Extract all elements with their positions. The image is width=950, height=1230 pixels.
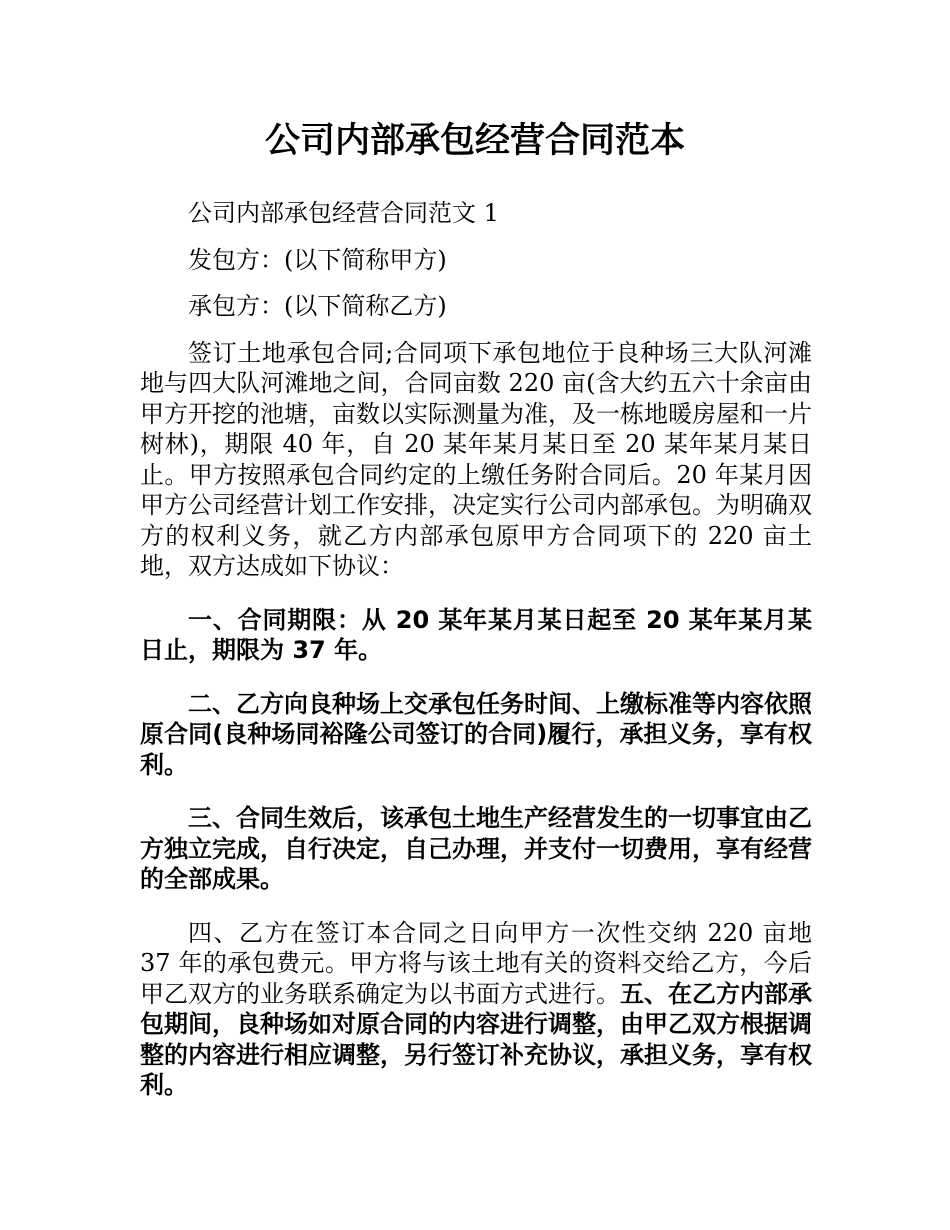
party-b-line: 承包方：(以下简称乙方) [188,292,447,320]
clause-4-payment: 四、乙方在签订本合同之日向甲方一次性交纳 220 亩地 37 年的承包费元。甲方将与该土地有关的资料交给乙方，今后甲乙双方的业务联系确定为以书面方式进行。 [140,918,812,1008]
clause-5-adjustment: 五、在乙方内部承包期间，良种场如对原合同的内容进行调整，由甲乙双方根据调整的内容进行相应调整，另行签订补充协议，承担义务，享有权利。 [140,979,812,1099]
clause-4-5-paragraph [140,918,812,1101]
clause-1-term: 一、合同期限：从 20 某年某月某日起至 20 某年某月某日止，期限为 37 年。 [140,605,812,664]
clause-3-operations: 三、合同生效后，该承包土地生产经营发生的一切事宜由乙方独立完成，自行决定，自己办理，并支付一切费用，享有经营的全部成果。 [140,804,812,893]
clause-2-obligations: 二、乙方向良种场上交承包任务时间、上缴标准等内容依照原合同(良种场同裕隆公司签订的合同)履行，承担义务，享有权利。 [140,689,812,779]
contract-heading-line: 公司内部承包经营合同范文 1 [188,199,499,227]
document-title: 公司内部承包经营合同范本 [264,121,685,161]
party-a-line: 发包方：(以下简称甲方) [188,245,447,274]
document-body [140,198,812,1101]
background-paragraph: 签订土地承包合同;合同项下承包地位于良种场三大队河滩地与四大队河滩地之间，合同亩数 220 亩(含大约五六十余亩由甲方开挖的池塘，亩数以实际测量为准，及一栋地暖房屋和一片树林)，期限 40 年，自 20 某年某月某日至 20 某年某月某日止。甲方按照承包合同约定的上缴任务附合同后。20 年某月因甲方公司经营计划工作安排，决定实行公司内部承包。为明确双方的权利义务，就乙方内部承包原甲方合同项下的 220 亩土地，双方达成如下协议： [140,338,812,580]
